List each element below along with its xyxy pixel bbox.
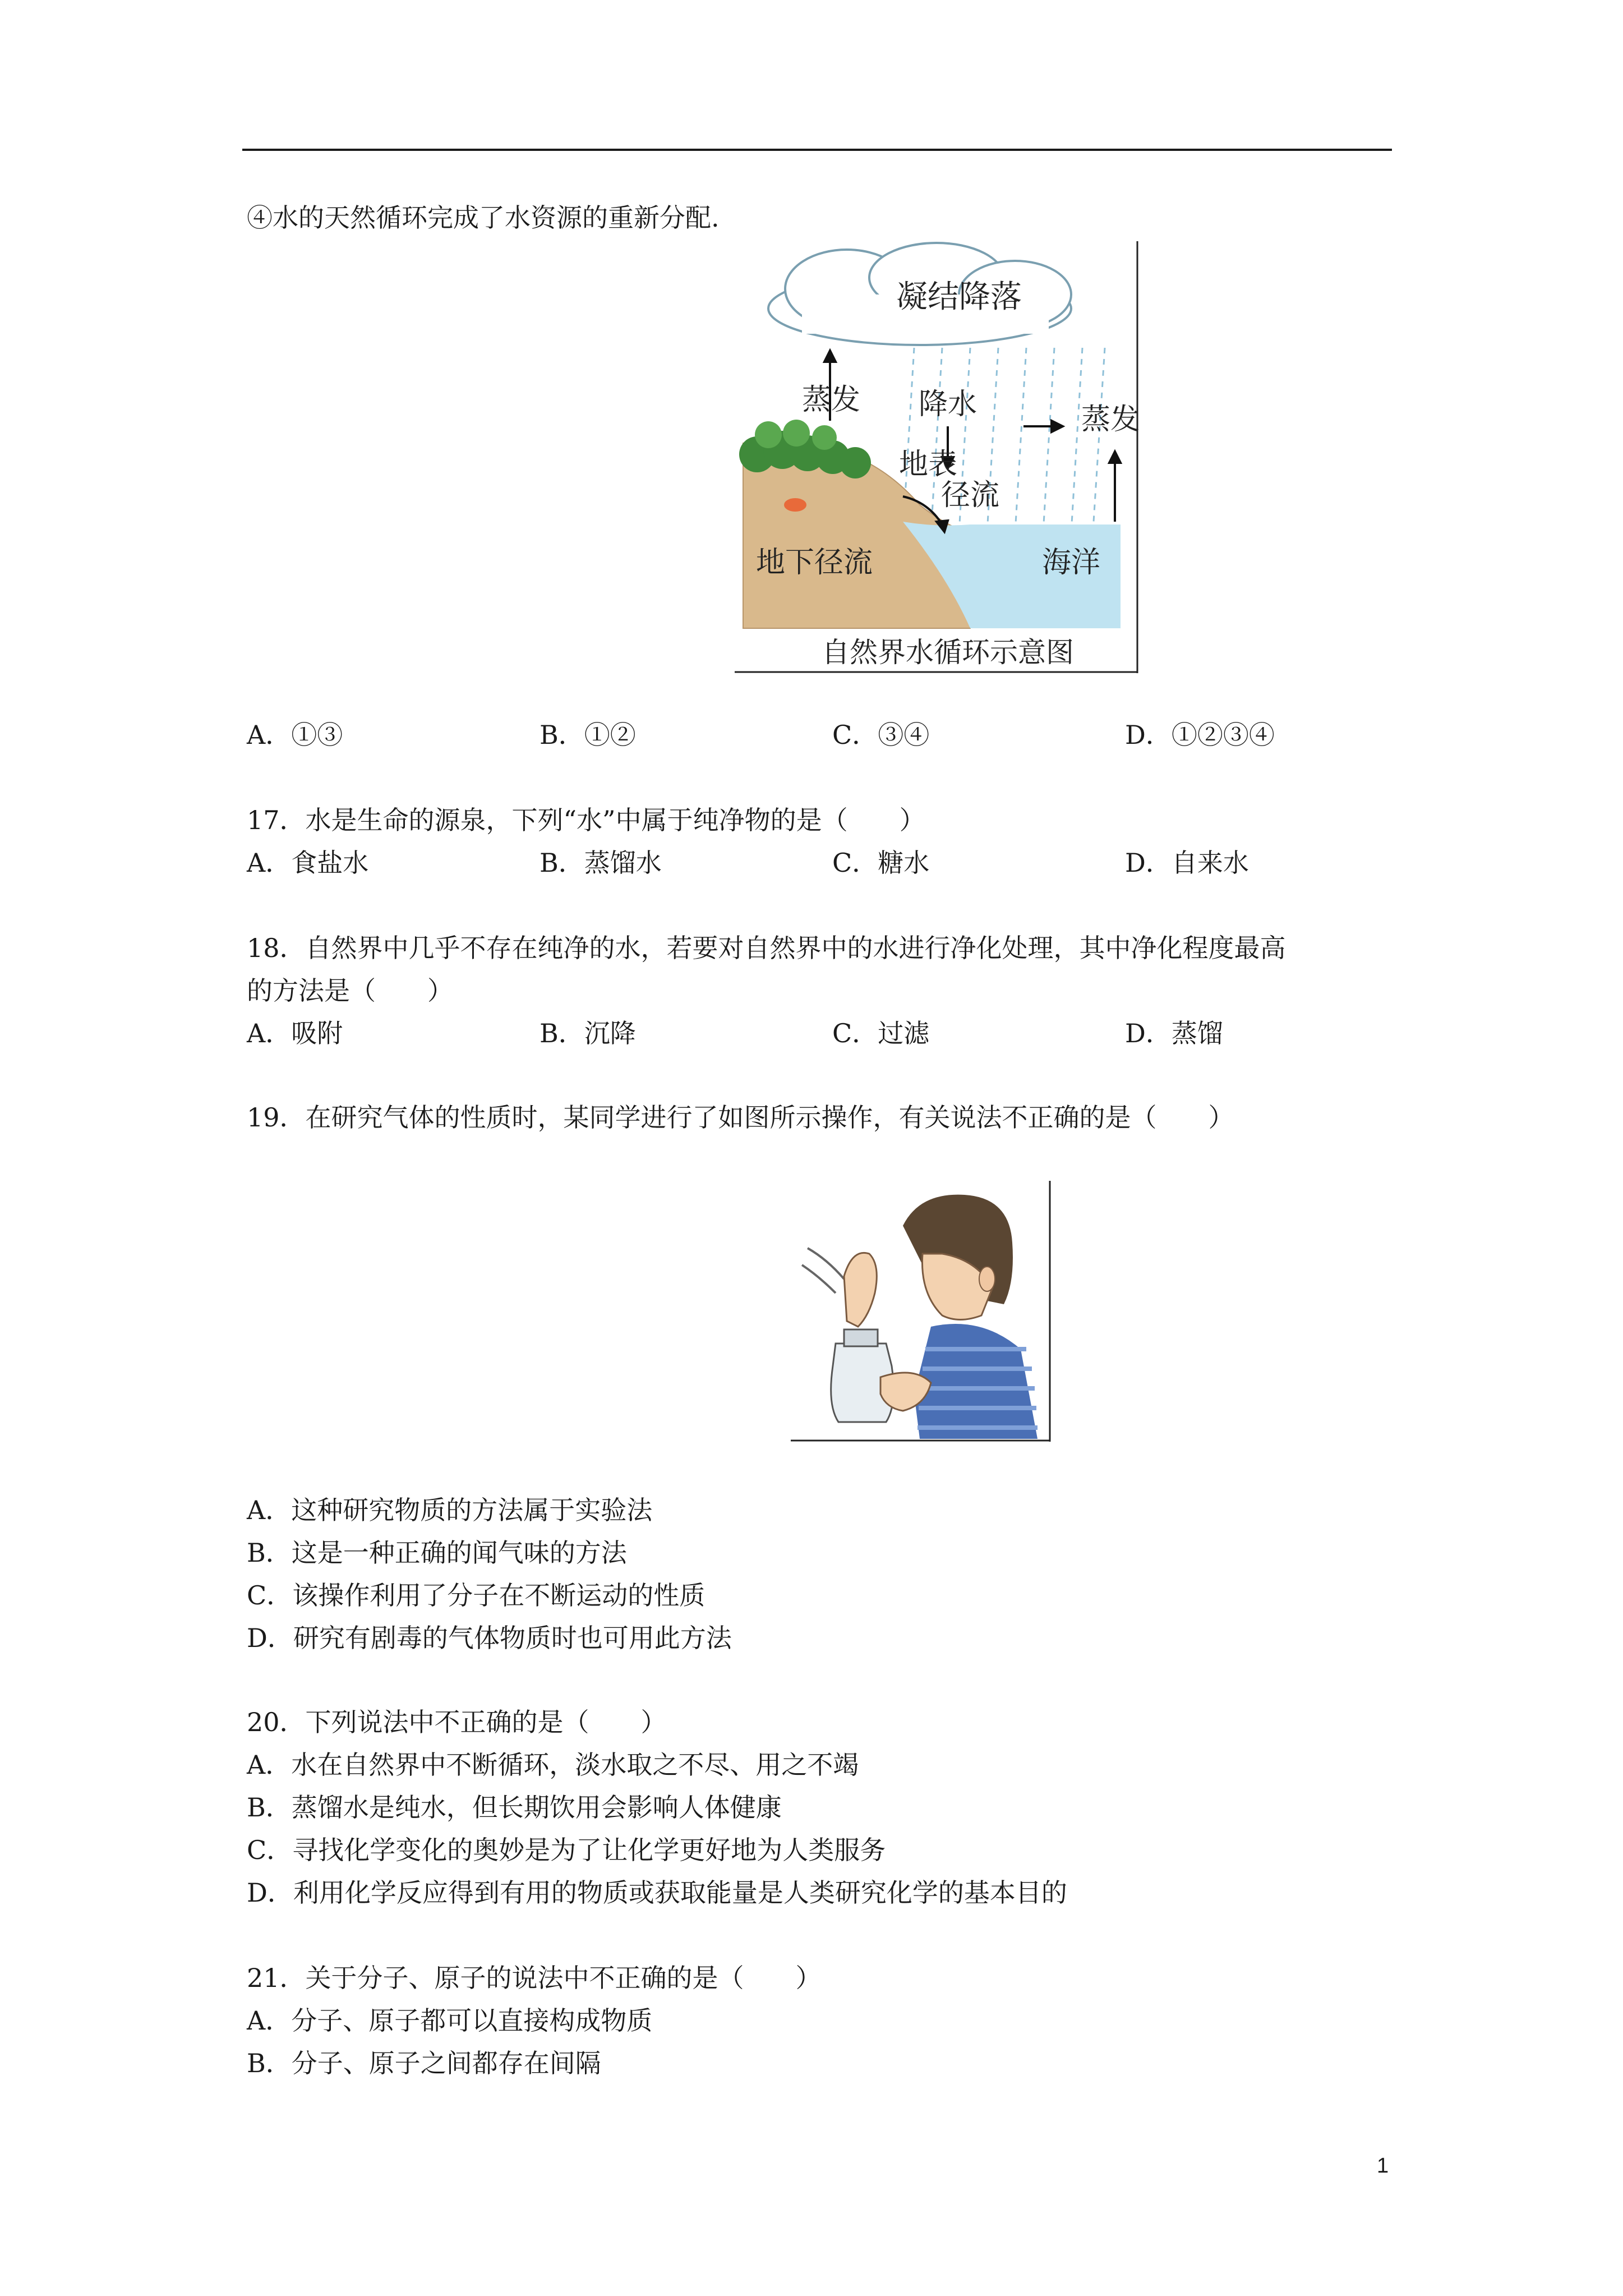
page-number: 1 (1377, 2154, 1389, 2178)
q17-option-d[interactable]: D．自来水 (1125, 848, 1249, 878)
evaporation-right-label: 蒸发 (1081, 403, 1140, 436)
q18-option-d[interactable]: D．蒸馏 (1125, 1018, 1223, 1048)
header-rule (242, 149, 1392, 151)
q19-option-d[interactable]: D．研究有剧毒的气体物质时也可用此方法 (247, 1623, 732, 1653)
q16-statement-4: ④水的天然循环完成了水资源的重新分配. (247, 203, 720, 233)
q17-option-b[interactable]: B．蒸馏水 (540, 848, 662, 878)
q17-option-c[interactable]: C．糖水 (832, 848, 930, 878)
q19-option-a[interactable]: A．这种研究物质的方法属于实验法 (247, 1495, 653, 1525)
ocean-label: 海洋 (1041, 546, 1101, 579)
evaporation-left-label: 蒸发 (801, 383, 861, 417)
groundwater-label: 地下径流 (755, 546, 873, 579)
q18-option-a[interactable]: A．吸附 (247, 1018, 343, 1048)
q17-stem: 17．水是生命的源泉，下列“水”中属于纯净物的是（ ） (247, 805, 925, 835)
waving-hand (844, 1253, 877, 1327)
surface-label: 地表 (898, 448, 958, 481)
water-cycle-figure (735, 241, 1144, 676)
q20-option-c[interactable]: C．寻找化学变化的奥妙是为了让化学更好地为人类服务 (247, 1835, 886, 1865)
q20-option-d[interactable]: D．利用化学反应得到有用的物质或获取能量是人类研究化学的基本目的 (247, 1878, 1067, 1908)
q19-stem: 19．在研究气体的性质时，某同学进行了如图所示操作，有关说法不正确的是（ ） (247, 1102, 1234, 1133)
q19-option-c[interactable]: C．该操作利用了分子在不断运动的性质 (247, 1580, 706, 1611)
trees (739, 420, 871, 478)
q16-option-d[interactable]: D．①②③④ (1125, 720, 1275, 750)
q17-option-a[interactable]: A．食盐水 (247, 848, 369, 878)
underground-marker (784, 498, 806, 512)
q21-option-b[interactable]: B．分子、原子之间都存在间隔 (247, 2048, 601, 2078)
q20-stem: 20．下列说法中不正确的是（ ） (247, 1707, 667, 1737)
q18-option-b[interactable]: B．沉降 (540, 1018, 636, 1048)
figure-caption: 自然界水循环示意图 (822, 636, 1074, 669)
q16-option-c[interactable]: C．③④ (832, 720, 930, 750)
cloud-label: 凝结降落 (896, 279, 1022, 315)
q21-stem: 21．关于分子、原子的说法中不正确的是（ ） (247, 1963, 822, 1993)
q18-stem-line2: 的方法是（ ） (247, 976, 453, 1006)
q20-option-a[interactable]: A．水在自然界中不断循环，淡水取之不尽、用之不竭 (247, 1750, 859, 1780)
q19-option-b[interactable]: B．这是一种正确的闻气味的方法 (247, 1538, 627, 1568)
waft-lines-icon (802, 1248, 844, 1293)
precipitation-label: 降水 (918, 388, 978, 421)
q16-option-a[interactable]: A．①③ (247, 720, 343, 750)
boy-sweater (914, 1324, 1038, 1439)
q16-option-b[interactable]: B．①② (540, 720, 636, 750)
q18-option-c[interactable]: C．过滤 (832, 1018, 930, 1048)
smelling-gas-illustration (791, 1181, 1060, 1444)
q21-option-a[interactable]: A．分子、原子都可以直接构成物质 (247, 2005, 653, 2036)
rain-streaks (903, 348, 1105, 533)
runoff-label: 径流 (940, 478, 1000, 512)
q18-stem-line1: 18．自然界中几乎不存在纯净的水，若要对自然界中的水进行净化处理，其中净化程度最高 (247, 933, 1286, 963)
q20-option-b[interactable]: B．蒸馏水是纯水，但长期饮用会影响人体健康 (247, 1792, 782, 1823)
